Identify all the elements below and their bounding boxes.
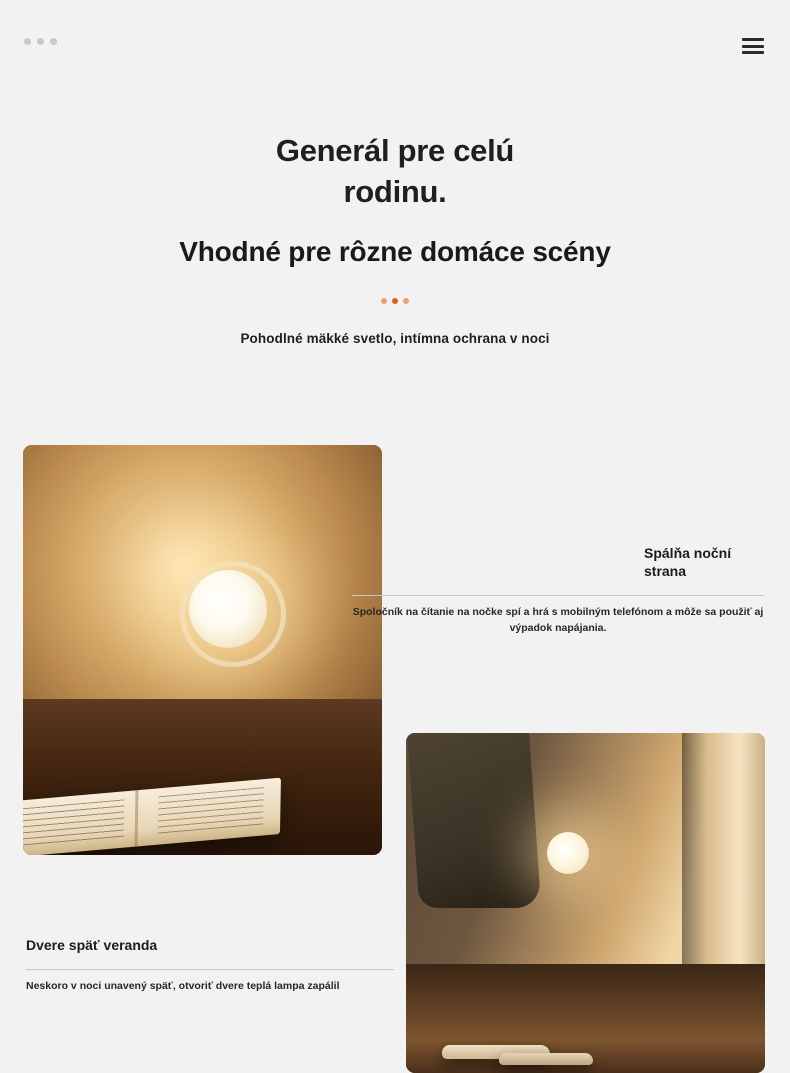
hallway-floor <box>406 964 765 1073</box>
top-bar <box>0 0 790 90</box>
divider-line <box>26 969 394 970</box>
round-night-lamp <box>189 570 267 648</box>
page-title: Generál pre celú rodinu. <box>275 133 515 210</box>
bedroom-section-text <box>352 545 764 636</box>
hallway-wall <box>406 733 765 964</box>
hamburger-line-1 <box>742 38 764 41</box>
dot-2 <box>37 38 44 45</box>
hamburger-line-3 <box>742 51 764 54</box>
hero-section <box>0 130 790 346</box>
hero-tagline: Pohodlné mäkké svetlo, intímna ochrana v noci <box>240 331 550 347</box>
hamburger-line-2 <box>742 45 764 48</box>
open-book <box>23 777 281 855</box>
hallway-night-light-slippers-photo <box>406 733 765 1073</box>
open-door <box>682 733 765 964</box>
bedside-lamp-over-book-photo <box>23 445 382 855</box>
page-subtitle: Vhodné pre rôzne domáce scény <box>179 236 611 268</box>
book-text-right <box>158 787 265 836</box>
round-night-lamp <box>547 832 589 874</box>
more-dots-icon[interactable] <box>24 38 57 45</box>
section-title: Spálňa noční strana <box>644 545 732 579</box>
hamburger-menu-icon[interactable] <box>742 38 764 54</box>
section-title: Dvere späť veranda <box>26 937 158 953</box>
carousel-dot-2[interactable] <box>392 298 398 304</box>
slipper-right <box>499 1053 592 1065</box>
carousel-dot-1[interactable] <box>381 298 387 304</box>
divider-line <box>352 595 764 596</box>
dot-1 <box>24 38 31 45</box>
section-body: Spoločník na čítanie na nočke spí a hrá s mobilným telefónom a môže sa použiť aj výpadok napájania. <box>352 605 764 634</box>
section-body: Neskoro v noci unavený späť, otvoriť dvere teplá lampa zapálil <box>26 979 340 992</box>
entryway-section-text <box>26 937 394 995</box>
desk-surface <box>23 699 382 855</box>
carousel-dots[interactable] <box>0 298 790 304</box>
person-leg <box>407 733 542 909</box>
carousel-dot-3[interactable] <box>403 298 409 304</box>
book-text-left <box>23 799 125 848</box>
dot-3 <box>50 38 57 45</box>
